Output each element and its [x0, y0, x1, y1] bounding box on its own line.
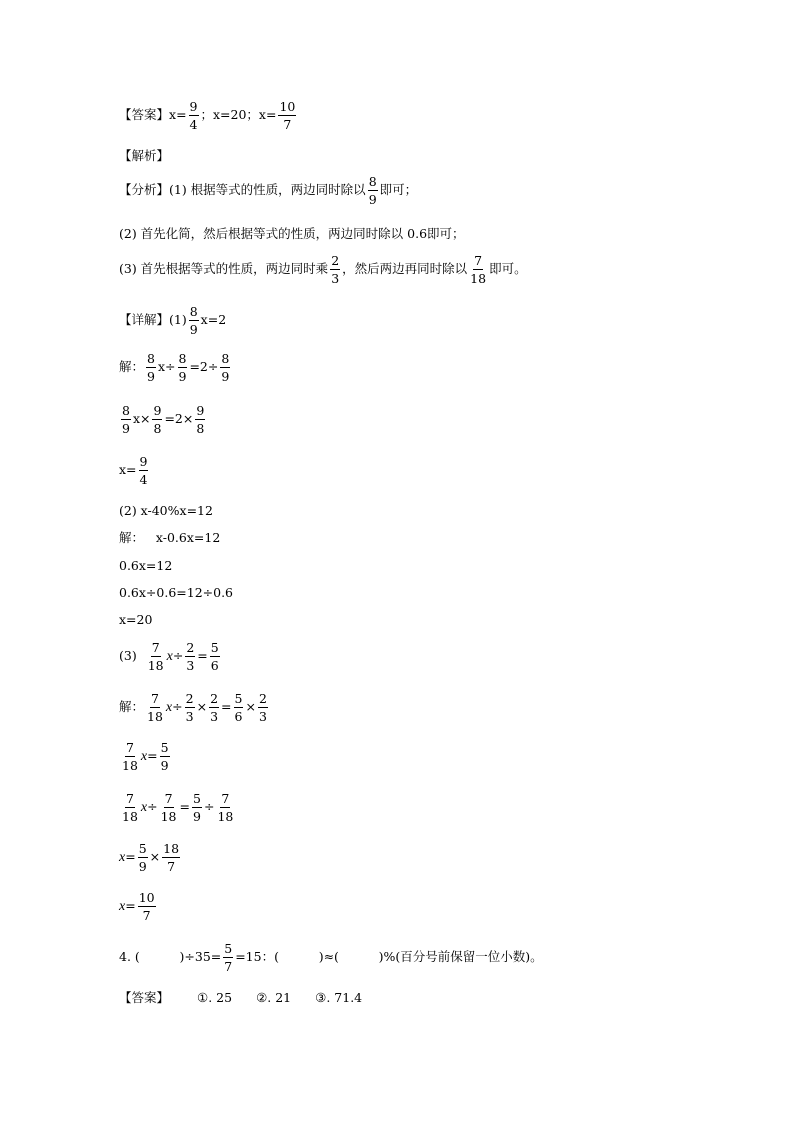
- fraction: $\frac{5}{7}$: [224, 941, 233, 975]
- fraction: $\frac{5}{6}$: [210, 640, 219, 674]
- detail-step-3: x= $\frac{9}{4}$: [119, 454, 148, 488]
- detail-part-3-step: x = $\frac{10}{7}$: [119, 890, 155, 924]
- fraction: $\frac{8}{9}$: [147, 351, 155, 385]
- fraction: $\frac{7}{18}$: [217, 791, 234, 825]
- fraction: $\frac{2}{3}$: [331, 253, 340, 287]
- detail-part-2: (2) x-40%x=12: [119, 503, 213, 518]
- fraction: $\frac{10}{7}$: [138, 890, 155, 924]
- question-4: 4. ( )÷35= $\frac{5}{7}$ =15：( )≈( )%(百分号前保留一位小数)。: [119, 941, 543, 975]
- detail-part-3-step: x = $\frac{5}{9}$ × $\frac{18}{7}$: [119, 841, 180, 875]
- fraction: $\frac{5}{9}$: [138, 841, 147, 875]
- fraction: $\frac{2}{3}$: [186, 640, 195, 674]
- analysis-line-2: (2) 首先化简，然后根据等式的性质，两边同时除以 0.6即可；: [119, 226, 465, 241]
- fraction: $\frac{8}{9}$: [122, 403, 130, 437]
- fraction: $\frac{18}{7}$: [163, 841, 180, 875]
- answer-sep: ；x=20；x=: [200, 107, 277, 123]
- fraction: $\frac{9}{8}$: [196, 403, 205, 437]
- fraction: $\frac{8}{9}$: [221, 351, 230, 385]
- detail-part-3: (3) $\frac{7}{18}$ x ÷ $\frac{2}{3}$ = $\frac{5}{6}$: [119, 640, 219, 674]
- fraction: $\frac{7}{18}$: [160, 791, 177, 825]
- analysis-line-1: 【分析】(1) 根据等式的性质，两边同时除以 $\frac{8}{9}$ 即可；: [119, 174, 418, 208]
- fraction: $\frac{8}{9}$: [178, 351, 187, 385]
- detail-step-1: 解： $\frac{8}{9}$ x÷ $\frac{8}{9}$ =2÷ $\frac{8}{9}$: [119, 351, 230, 385]
- answer-tag: 【答案】: [119, 990, 170, 1005]
- fraction: $\frac{9}{4}$: [139, 454, 148, 488]
- fraction: $\frac{7}{18}$: [122, 791, 138, 825]
- fraction: $\frac{5}{9}$: [193, 791, 201, 825]
- question-4-answer: [119, 992, 362, 1005]
- detail-part-3-step: $\frac{7}{18}$ x ÷ $\frac{7}{18}$ = $\frac{5}{9}$ ÷ $\frac{7}{18}$: [122, 791, 234, 825]
- answer-item: ②. 21: [256, 990, 292, 1005]
- detail-part-2-step: x=20: [119, 612, 153, 627]
- detail-part-2-step: 0.6x=12: [119, 558, 173, 573]
- detail-heading: 【详解】(1) $\frac{8}{9}$ x=2: [119, 304, 227, 338]
- fraction: $\frac{7}{18}$: [470, 253, 487, 287]
- analysis-heading: 【解析】: [119, 148, 170, 163]
- fraction: $\frac{8}{9}$: [189, 304, 198, 338]
- fraction: $\frac{9}{8}$: [153, 403, 162, 437]
- fraction: $\frac{7}{18}$: [147, 691, 163, 725]
- answer-line: [119, 100, 298, 131]
- answer-tag: 【答案】: [119, 107, 170, 123]
- answer-x1: x=: [169, 107, 187, 123]
- fraction: $\frac{7}{18}$: [147, 640, 164, 674]
- detail-part-3-step: $\frac{7}{18}$ x = $\frac{5}{9}$: [122, 740, 169, 774]
- fraction: $\frac{7}{18}$: [122, 740, 138, 774]
- fraction: $\frac{2}{3}$: [210, 691, 219, 725]
- fraction: $\frac{5}{6}$: [234, 691, 243, 725]
- fraction: $\frac{2}{3}$: [185, 691, 194, 725]
- fraction: $\frac{2}{3}$: [258, 691, 267, 725]
- detail-part-2-step: 解： x-0.6x=12: [119, 530, 221, 545]
- answer-item: ①. 25: [197, 990, 233, 1005]
- analysis-line-3: (3) 首先根据等式的性质，两边同时乘 $\frac{2}{3}$ ，然后两边再同时除以 $\frac{7}{18}$ 即可。: [119, 253, 527, 287]
- fraction: $\frac{10}{7}$: [279, 99, 296, 133]
- fraction: $\frac{9}{4}$: [189, 99, 198, 133]
- detail-part-2-step: 0.6x÷0.6=12÷0.6: [119, 585, 234, 600]
- fraction: $\frac{5}{9}$: [160, 740, 169, 774]
- fraction: $\frac{8}{9}$: [368, 174, 377, 208]
- detail-step-2: $\frac{8}{9}$ x× $\frac{9}{8}$ =2× $\frac{9}{8}$: [122, 403, 205, 437]
- answer-item: ③. 71.4: [315, 990, 363, 1005]
- detail-part-3-step: 解： $\frac{7}{18}$ x ÷ $\frac{2}{3}$ × $\frac{2}{3}$ = $\frac{5}{6}$ × $\frac{2}{3}$: [119, 691, 267, 725]
